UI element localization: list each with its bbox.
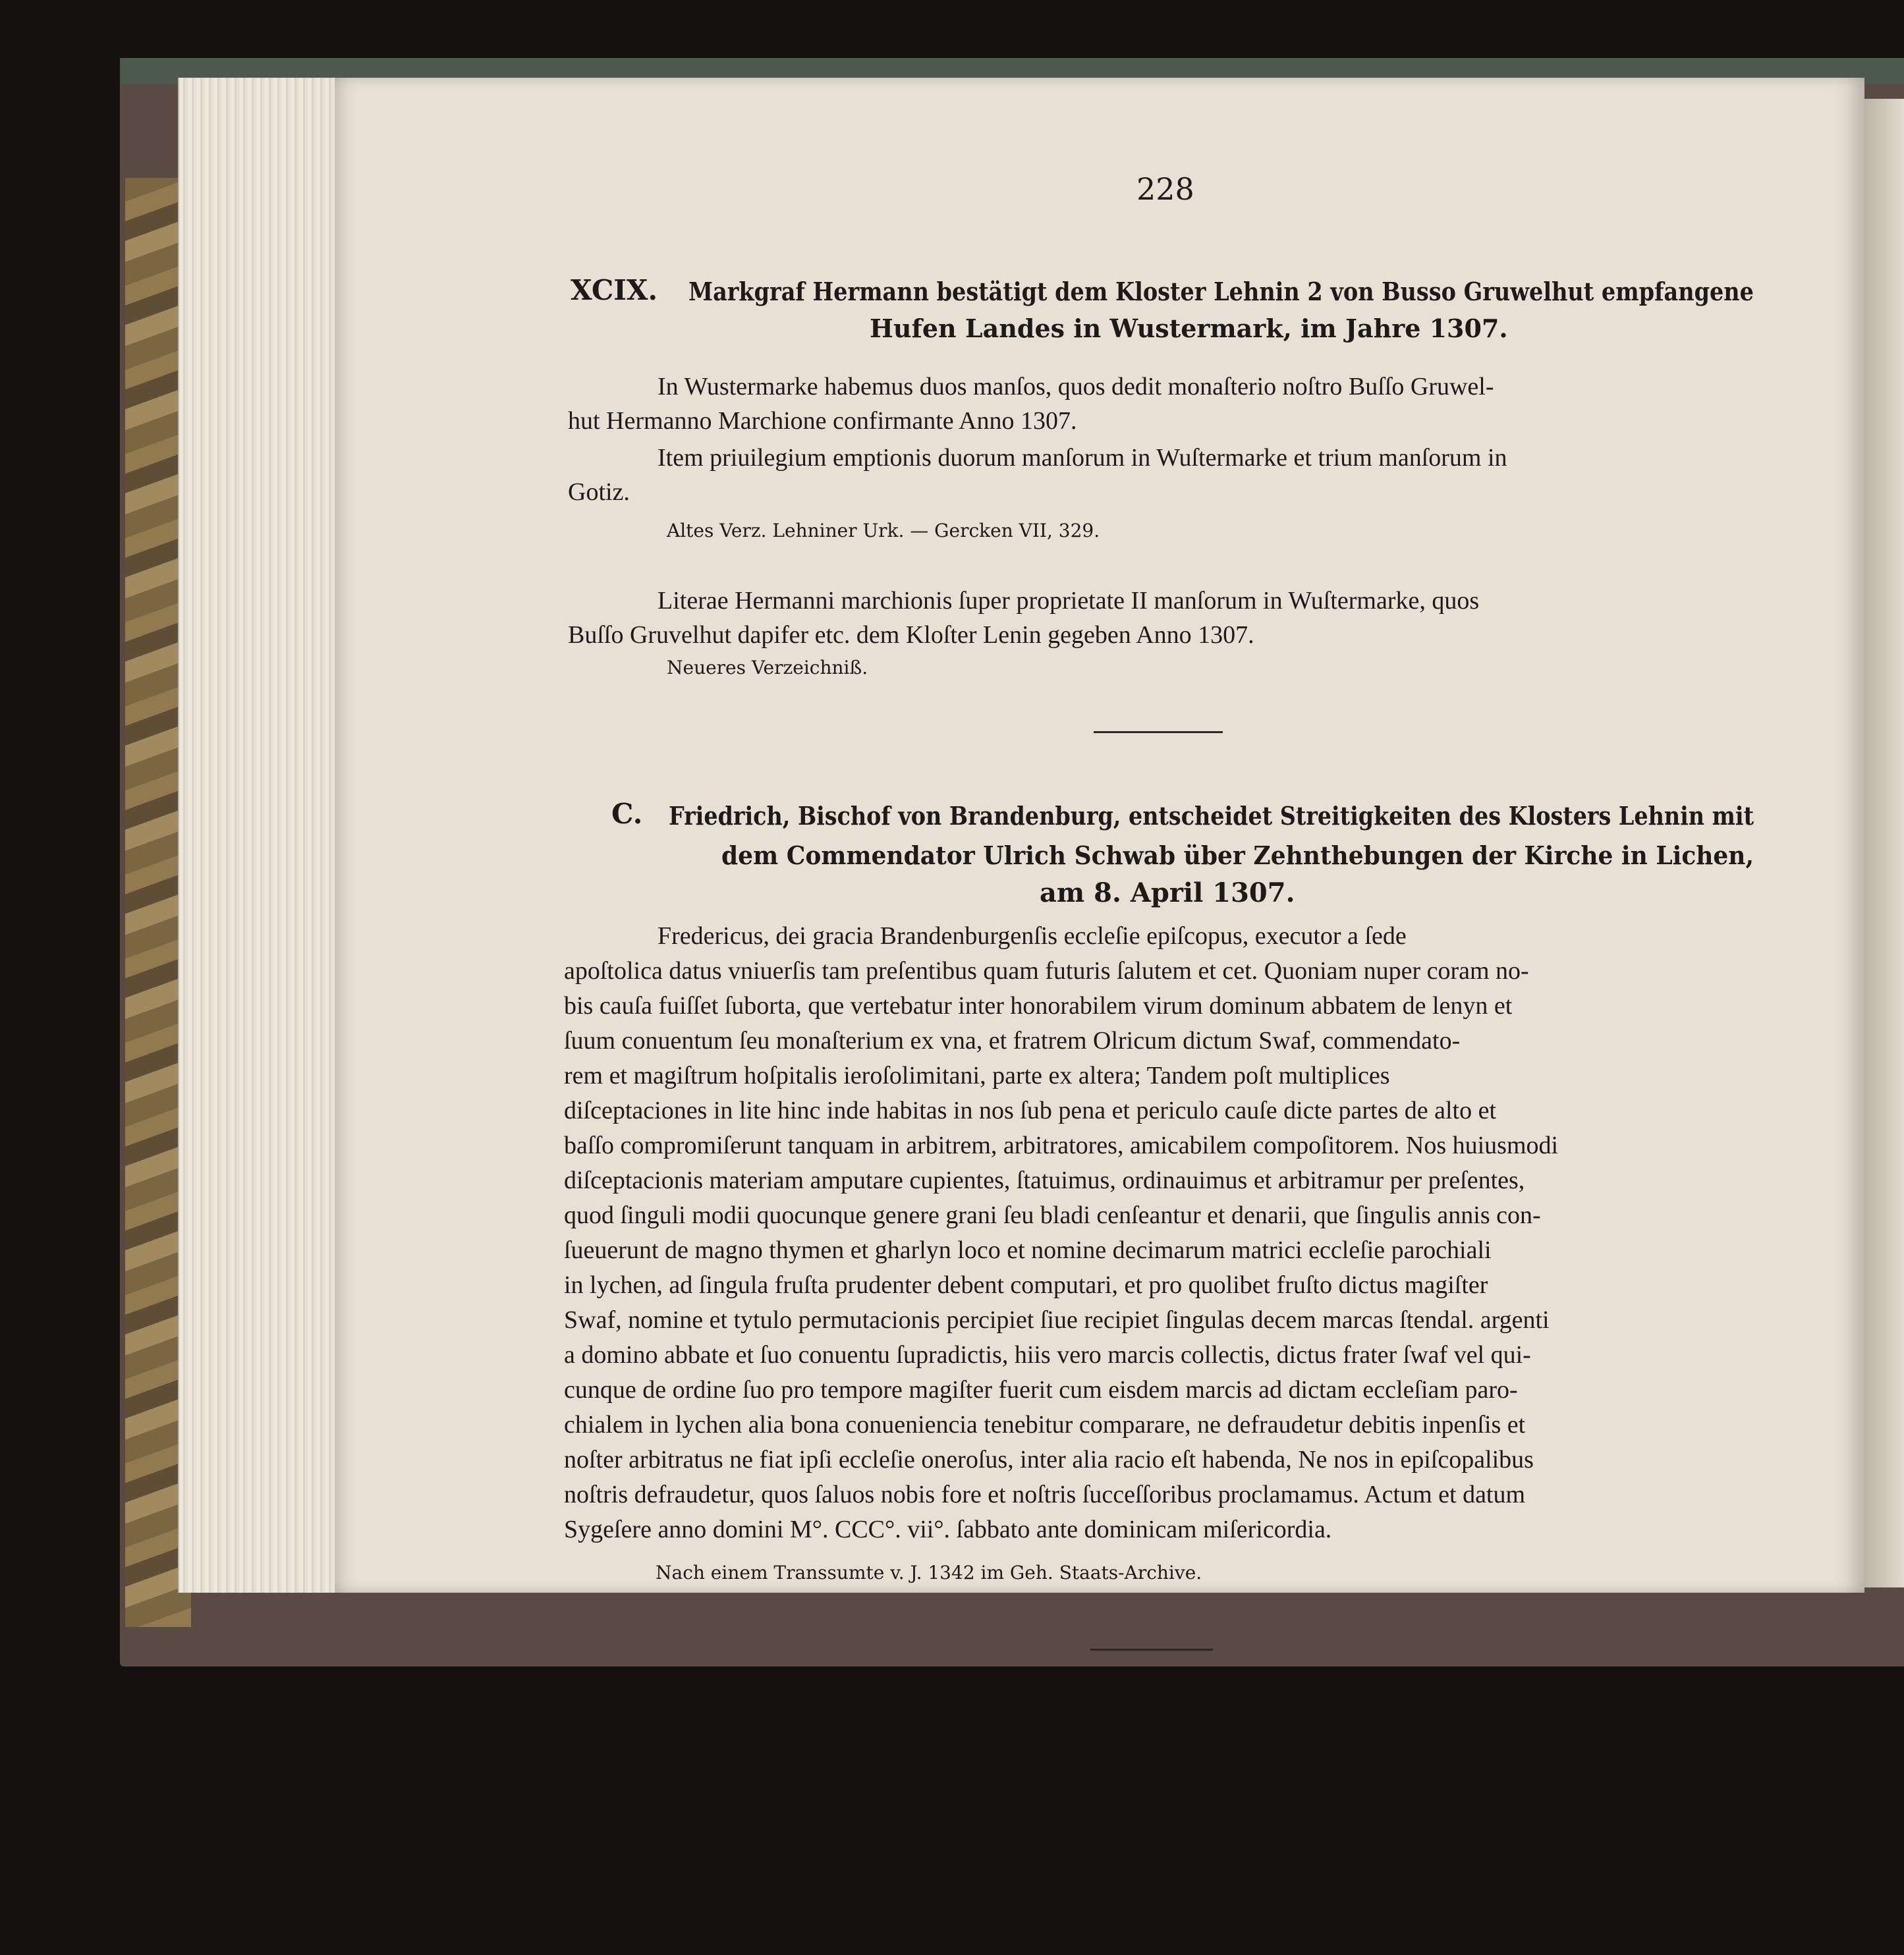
document-title-c-line-3: am 8. April 1307. (1040, 877, 1295, 908)
source-note: Altes Verz. Lehniner Urk. — Gercken VII, 329. (667, 520, 1100, 541)
paragraph-line: ſueuerunt de magno thymen et gharlyn loco et nomine decimarum matrici eccleſie parochiali (564, 1236, 1492, 1264)
page-number: 228 (1136, 171, 1194, 207)
section-divider (1090, 1649, 1213, 1651)
paragraph-line: in lychen, ad ſingula fruſta prudenter debent computari, et pro quolibet fruſto dictus magiſter (564, 1271, 1488, 1299)
paragraph-line: ſuum conuentum ſeu monaſterium ex vna, et fratrem Olricum dictum Swaf, commendato- (564, 1027, 1461, 1055)
paragraph-line: Literae Hermanni marchionis ſuper proprietate II manſorum in Wuſtermarke, quos (658, 587, 1480, 615)
facing-page-edge (1862, 99, 1904, 1587)
document-title-c-line-2: dem Commendator Ulrich Schwab über Zehnthebungen der Kirche in Lichen, (721, 840, 1754, 870)
paragraph-line: cunque de ordine ſuo pro tempore magiſter fuerit cum eisdem marcis ad dictam eccleſiam paro- (564, 1376, 1518, 1404)
paragraph-line: Fredericus, dei gracia Brandenburgenſis eccleſie epiſcopus, executor a ſede (658, 922, 1407, 950)
paragraph-line: Buſſo Gruvelhut dapifer etc. dem Kloſter Lenin gegeben Anno 1307. (568, 621, 1254, 649)
paragraph-line: quod ſinguli modii quocunque genere grani ſeu bladi cenſeantur et denarii, que ſingulis annis con- (564, 1201, 1541, 1229)
paragraph-line: rem et magiſtrum hoſpitalis ieroſolimitani, parte ex altera; Tandem poſt multiplices (564, 1062, 1390, 1089)
paragraph-line: Swaf, nomine et tytulo permutacionis percipiet ſiue recipiet ſingulas decem marcas ſtendal. argenti (564, 1306, 1550, 1334)
section-divider (1094, 731, 1223, 733)
paragraph-line: noſter arbitratus ne fiat ipſi eccleſie oneroſus, inter alia racio eſt habenda, Ne nos in epiſcopalibus (564, 1446, 1534, 1473)
paragraph-line: In Wustermarke habemus duos manſos, quos dedit monaſterio noſtro Buſſo Gruwel- (658, 373, 1494, 400)
document-title-xcix-line-2: Hufen Landes in Wustermark, im Jahre 1307. (870, 314, 1508, 343)
paragraph-line: chialem in lychen alia bona conueniencia tenebitur comparare, ne defraudetur debitis inpenſis et (564, 1411, 1526, 1439)
document-numeral-xcix: XCIX. (571, 274, 658, 306)
paragraph-line: hut Hermanno Marchione confirmante Anno 1307. (568, 407, 1077, 435)
document-title-xcix-line-1: Markgraf Hermann bestätigt dem Kloster Lehnin 2 von Busso Gruwelhut empfangene (688, 277, 1754, 306)
paragraph-line: Item priuilegium emptionis duorum manſorum in Wuſtermarke et trium manſorum in (658, 444, 1507, 472)
document-numeral-c: C. (611, 798, 643, 830)
source-note: Nach einem Transsumte v. J. 1342 im Geh. Staats-Archive. (656, 1562, 1202, 1583)
paragraph-line: Gotiz. (568, 478, 630, 506)
paragraph-line: diſceptaciones in lite hinc inde habitas in nos ſub pena et periculo cauſe dicte partes de alto et (564, 1097, 1496, 1124)
source-note: Neueres Verzeichniß. (667, 657, 868, 678)
page-stack-edge (178, 78, 344, 1593)
paragraph-line: diſceptacionis materiam amputare cupientes, ſtatuimus, ordinauimus et arbitramur per preſentes, (564, 1167, 1525, 1194)
paragraph-line: baſſo compromiſerunt tanquam in arbitrem, arbitratores, amicabilem compoſitorem. Nos huiusmodi (564, 1132, 1559, 1159)
paragraph-line: noſtris defraudetur, quos ſaluos nobis fore et noſtris ſucceſſoribus proclamamus. Actum et datum (564, 1481, 1526, 1508)
paragraph-line: apoſtolica datus vniuerſis tam preſentibus quam futuris ſalutem et cet. Quoniam nuper coram no- (564, 957, 1529, 985)
paragraph-line: Sygeſere anno domini M°. CCC°. vii°. ſabbato ante dominicam miſericordia. (564, 1516, 1332, 1543)
document-title-c-line-1: Friedrich, Bischof von Brandenburg, entscheidet Streitigkeiten des Klosters Lehnin mit (669, 801, 1754, 831)
paragraph-line: a domino abbate et ſuo conuentu ſupradictis, hiis vero marcis collectis, dictus frater ſwaf vel qui- (564, 1341, 1531, 1369)
paragraph-line: bis cauſa fuiſſet ſuborta, que vertebatur inter honorabilem virum dominum abbatem de lenyn et (564, 992, 1513, 1020)
